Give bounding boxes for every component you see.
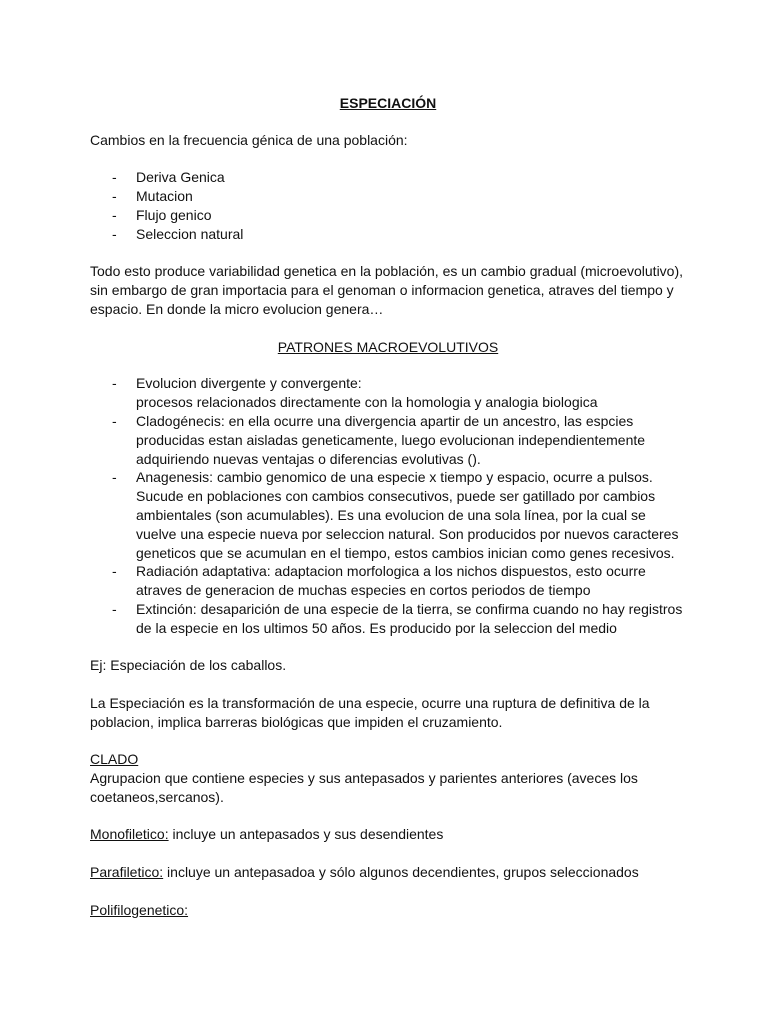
list-item: - Cladogénecis: en ella ocurre una divergencia apartir de un ancestro, las espcies producidas estan aisladas geneticamente, luego evolucionan independientemente adquiriendo nuevas ventajas o diferencias evolutivas (). [112, 412, 646, 467]
causes-list [90, 168, 686, 243]
intro-text: Cambios en la frecuencia génica de una población: [90, 131, 408, 148]
dash-marker: - [112, 469, 117, 486]
dash-marker: - [112, 375, 117, 392]
dash-marker: - [112, 600, 117, 617]
clado-text: Agrupacion que contiene especies y sus antepasados y parientes anteriores (aveces los coetaneos,sercanos). [90, 770, 638, 805]
polifilogenetico-term: Polifilogenetico: [90, 901, 189, 918]
paragraph-microevolution: Todo esto produce variabilidad genetica en la población, es un cambio gradual (microevolutivo), sin embargo de gran importacia para el genoman o informacion genetica, atraves del tiempo y espacio. En donde la micro evolucion genera… [90, 263, 684, 317]
list-item: - Extinción: desaparición de una especie de la tierra, se confirma cuando no hay registros de la especie en los ultimos 50 años. Es producido por la seleccion del medio [112, 600, 683, 636]
dash-marker: - [112, 188, 117, 205]
monofiletico-definition: Monofiletico: incluye un antepasados y sus desendientes [90, 826, 444, 843]
list-item: - Mutacion [112, 188, 193, 205]
list-item: - Radiación adaptativa: adaptacion morfologica a los nichos dispuestos, esto ocurre atraves de generacion de muchas especies en cortos periodos de tiempo [112, 563, 646, 599]
dash-marker: - [112, 169, 117, 186]
list-item: - Deriva Genica [112, 169, 225, 186]
dash-marker: - [112, 412, 117, 429]
list-item: - Evolucion divergente y convergente: procesos relacionados directamente con la homologia y analogia biologica [112, 375, 598, 411]
list-item: - Seleccion natural [112, 225, 244, 242]
list-item: - Flujo genico [112, 206, 212, 223]
dash-marker: - [112, 206, 117, 223]
monofiletico-term: Monofiletico: [90, 826, 169, 843]
parafiletico-definition: Parafiletico: incluye un antepasadoa y sólo algunos decendientes, grupos seleccionados [90, 864, 639, 881]
polifilogenetico-definition [90, 901, 686, 920]
list-item: - Anagenesis: cambio genomico de una especie x tiempo y espacio, ocurre a pulsos. Sucude en poblaciones con cambios consecutivos, puede ser gatillado por cambios ambientales (son acumulables). Es una evolucion de una sola línea, por la cual se vuelve una especie nueva por seleccion natural. Son producidos por nuevos caracteres geneticos que se acumulan en el tiempo, estos cambios inician como genes recesivos. [112, 469, 679, 561]
section-title: PATRONES MACROEVOLUTIVOS [277, 338, 499, 355]
clado-heading: CLADO [90, 751, 139, 768]
paragraph-speciation: La Especiación es la transformación de una especie, ocurre una ruptura de definitiva de la poblacion, implica barreras biológicas que impiden el cruzamiento. [90, 694, 650, 730]
example-text: Ej: Especiación de los caballos. [90, 657, 287, 674]
document-page [90, 94, 686, 919]
document-title: ESPECIACIÓN [339, 95, 437, 111]
parafiletico-term: Parafiletico: [90, 864, 164, 881]
dash-marker: - [112, 563, 117, 580]
patterns-list [90, 374, 686, 637]
dash-marker: - [112, 225, 117, 242]
